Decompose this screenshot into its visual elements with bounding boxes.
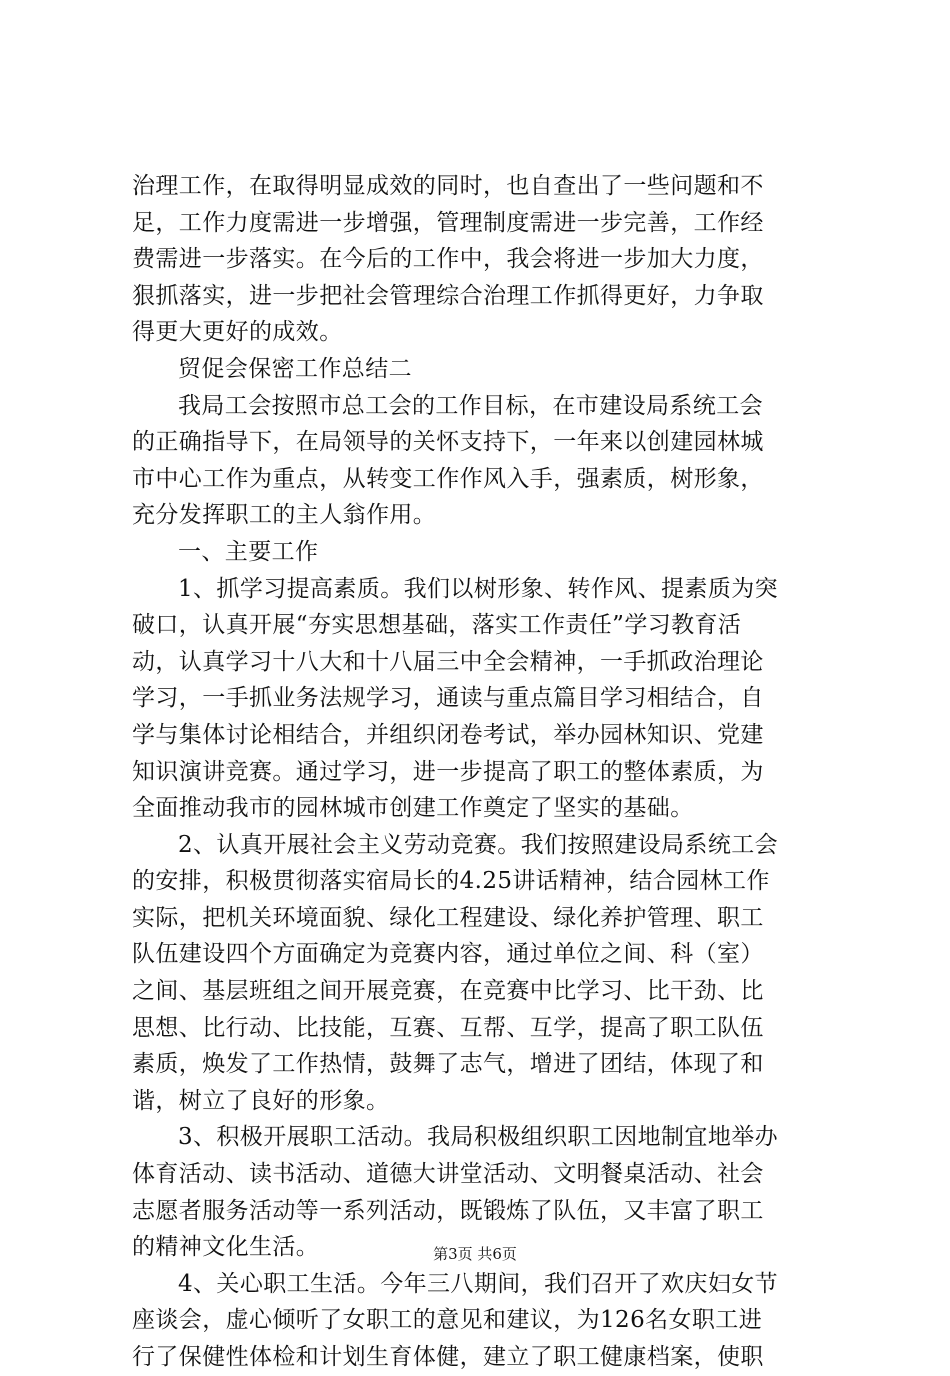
text-line: 费需进一步落实。在今后的工作中，我会将进一步加大力度， bbox=[132, 246, 764, 273]
text-line: 充分发挥职工的主人翁作用。 bbox=[132, 502, 437, 529]
text-line: 素质，焕发了工作热情，鼓舞了志气，增进了团结，体现了和 bbox=[132, 1051, 764, 1078]
text-line: 队伍建设四个方面确定为竞赛内容，通过单位之间、科（室） bbox=[132, 941, 764, 968]
page-number-footer: 第3页 共6页 bbox=[433, 1245, 517, 1263]
text-line: 学习，一手抓业务法规学习，通读与重点篇目学习相结合，自 bbox=[132, 685, 764, 712]
text-line: 2、认真开展社会主义劳动竞赛。我们按照建设局系统工会 bbox=[178, 831, 779, 858]
text-line: 体育活动、读书活动、道德大讲堂活动、文明餐桌活动、社会 bbox=[132, 1161, 764, 1188]
text-line: 3、积极开展职工活动。我局积极组织职工因地制宜地举办 bbox=[178, 1124, 779, 1151]
text-line: 学与集体讨论相结合，并组织闭卷考试，举办园林知识、党建 bbox=[132, 721, 764, 748]
text-line: 实际，把机关环境面貌、绿化工程建设、绿化养护管理、职工 bbox=[132, 904, 764, 931]
text-line: 行了保健性体检和计划生育体健，建立了职工健康档案，使职 bbox=[132, 1344, 764, 1370]
document-body bbox=[132, 168, 832, 1376]
text-line: 1、抓学习提高素质。我们以树形象、转作风、提素质为突 bbox=[178, 575, 779, 602]
text-line: 市中心工作为重点，从转变工作作风入手，强素质，树形象， bbox=[132, 465, 764, 492]
text-line: 动，认真学习十八大和十八届三中全会精神，一手抓政治理论 bbox=[132, 648, 764, 675]
text-line: 志愿者服务活动等一系列活动，既锻炼了队伍，又丰富了职工 bbox=[132, 1197, 764, 1224]
text-line: 狠抓落实，进一步把社会管理综合治理工作抓得更好，力争取 bbox=[132, 282, 764, 309]
text-line: 谐，树立了良好的形象。 bbox=[132, 1087, 390, 1114]
section-heading: 一、主要工作 bbox=[178, 538, 319, 565]
section-title: 贸促会保密工作总结二 bbox=[178, 355, 412, 382]
text-line: 思想、比行动、比技能，互赛、互帮、互学，提高了职工队伍 bbox=[132, 1014, 764, 1041]
text-line: 全面推动我市的园林城市创建工作奠定了坚实的基础。 bbox=[132, 795, 694, 822]
text-line: 的正确指导下，在局领导的关怀支持下，一年来以创建园林城 bbox=[132, 429, 764, 456]
text-line: 知识演讲竞赛。通过学习，进一步提高了职工的整体素质，为 bbox=[132, 758, 764, 785]
text-line: 得更大更好的成效。 bbox=[132, 319, 343, 346]
text-line: 足，工作力度需进一步增强，管理制度需进一步完善，工作经 bbox=[132, 209, 764, 236]
text-line: 之间、基层班组之间开展竞赛，在竞赛中比学习、比干劲、比 bbox=[132, 978, 764, 1005]
text-line: 我局工会按照市总工会的工作目标，在市建设局系统工会 bbox=[178, 392, 763, 419]
text-line: 4、关心职工生活。今年三八期间，我们召开了欢庆妇女节 bbox=[178, 1270, 779, 1297]
text-line: 的安排，积极贯彻落实宿局长的4.25讲话精神，结合园林工作 bbox=[132, 868, 770, 895]
text-line: 的精神文化生活。 bbox=[132, 1234, 320, 1261]
text-line: 治理工作，在取得明显成效的同时，也自查出了一些问题和不 bbox=[132, 173, 764, 199]
text-line: 座谈会，虚心倾听了女职工的意见和建议，为126名女职工进 bbox=[132, 1307, 763, 1334]
text-line: 破口，认真开展“夯实思想基础，落实工作责任”学习教育活 bbox=[132, 612, 742, 639]
